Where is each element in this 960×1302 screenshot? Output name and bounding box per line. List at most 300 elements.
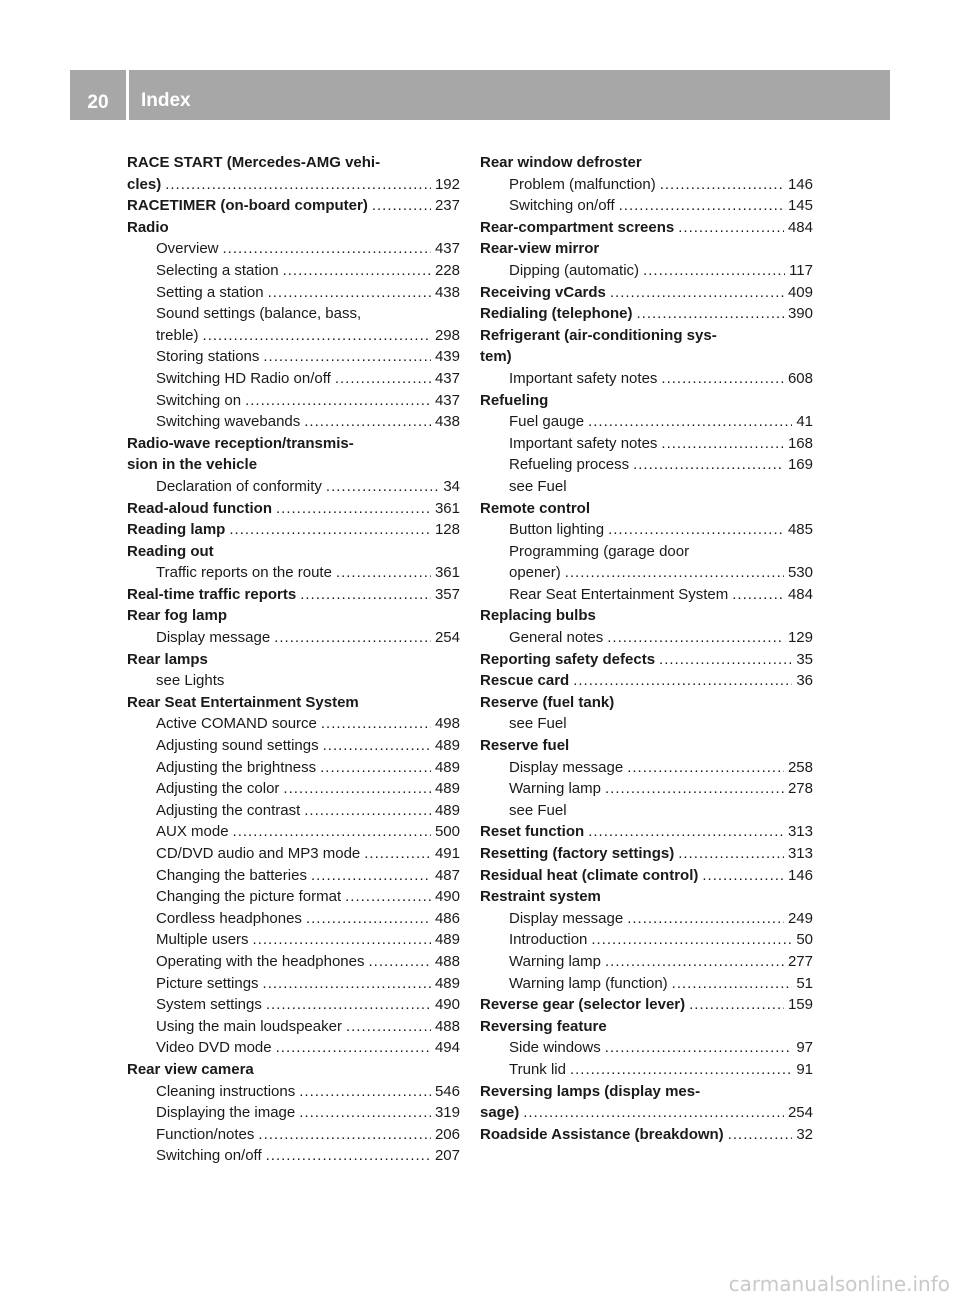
- dot-leader: [276, 1037, 431, 1059]
- index-subentry: [127, 778, 460, 800]
- index-subentry: [480, 562, 813, 584]
- entry-text: Sound settings (balance, bass,: [156, 305, 362, 323]
- dot-leader: [659, 649, 792, 671]
- entry-text: Important safety notes: [509, 434, 658, 452]
- dot-leader: [643, 260, 785, 282]
- index-entry: [127, 498, 460, 520]
- dot-leader: [605, 1037, 793, 1059]
- index-column-right: [480, 152, 813, 1145]
- entry-text: Restraint system: [480, 888, 601, 906]
- entry-text: Radio: [127, 218, 169, 236]
- dot-leader: [732, 584, 784, 606]
- index-entry: [127, 692, 460, 714]
- index-entry: [480, 346, 813, 368]
- entry-text: see Fuel: [509, 715, 567, 733]
- page-reference: 278: [787, 780, 813, 798]
- index-subentry: [480, 454, 813, 476]
- index-subentry: [127, 368, 460, 390]
- dot-leader: [610, 282, 784, 304]
- page-reference: 97: [796, 1039, 813, 1057]
- page-reference: 361: [434, 564, 460, 582]
- entry-text: Rear Seat Entertainment System: [127, 693, 359, 711]
- index-subentry: [480, 195, 813, 217]
- page-reference: 50: [796, 931, 813, 949]
- index-subentry: [480, 908, 813, 930]
- dot-leader: [368, 951, 430, 973]
- dot-leader: [283, 260, 431, 282]
- index-subentry: [127, 843, 460, 865]
- index-entry: [127, 195, 460, 217]
- index-subentry: [480, 411, 813, 433]
- entry-text: treble): [156, 326, 199, 344]
- entry-text: see Fuel: [509, 477, 567, 495]
- index-subentry: [127, 1081, 460, 1103]
- index-subentry: [127, 973, 460, 995]
- index-subentry: [480, 778, 813, 800]
- page-reference: 488: [434, 1017, 460, 1035]
- entry-text: Changing the batteries: [156, 866, 307, 884]
- index-entry: [480, 152, 813, 174]
- page-reference: 485: [787, 521, 813, 539]
- entry-text: Trunk lid: [509, 1060, 566, 1078]
- entry-text: CD/DVD audio and MP3 mode: [156, 845, 361, 862]
- entry-text: Reversing lamps (display mes-: [480, 1082, 701, 1100]
- entry-text: Read-aloud function: [127, 499, 272, 517]
- dot-leader: [276, 498, 431, 520]
- page-number: 20: [87, 92, 109, 113]
- page-reference: 357: [434, 585, 460, 603]
- dot-leader: [523, 1102, 784, 1124]
- index-subentry: [127, 260, 460, 282]
- entry-text: Function/notes: [156, 1125, 255, 1143]
- entry-text: Reserve (fuel tank): [480, 693, 615, 711]
- entry-text: Warning lamp (function): [509, 974, 668, 992]
- page-reference: 484: [787, 218, 813, 236]
- dot-leader: [660, 174, 784, 196]
- entry-text: Active COMAND source: [156, 715, 317, 733]
- dot-leader: [728, 1124, 793, 1146]
- page-reference: 437: [434, 240, 460, 258]
- page-reference: 488: [434, 952, 460, 970]
- entry-text: Overview: [156, 240, 219, 258]
- dot-leader: [678, 217, 784, 239]
- entry-text: Video DVD mode: [156, 1039, 272, 1057]
- index-entry: [480, 886, 813, 908]
- dot-leader: [672, 973, 793, 995]
- entry-text: Adjusting sound settings: [156, 737, 319, 755]
- page-reference: 206: [434, 1125, 460, 1143]
- entry-text: System settings: [156, 996, 262, 1014]
- index-entry: [480, 994, 813, 1016]
- index-entry: [480, 821, 813, 843]
- entry-text: Display message: [509, 909, 624, 927]
- index-column-left: [127, 152, 460, 1167]
- index-subentry: [127, 390, 460, 412]
- index-subentry: [127, 282, 460, 304]
- page-reference: 34: [443, 477, 460, 495]
- index-entry: [480, 649, 813, 671]
- index-subentry: [127, 865, 460, 887]
- entry-text: Reversing feature: [480, 1017, 607, 1035]
- page-reference: 608: [787, 369, 813, 387]
- page-reference: 41: [796, 413, 813, 431]
- dot-leader: [627, 908, 784, 930]
- page-reference: 489: [434, 801, 460, 819]
- page-reference: 530: [787, 564, 813, 582]
- entry-text: Rear Seat Entertainment System: [509, 585, 729, 603]
- dot-leader: [223, 238, 431, 260]
- page-reference: 490: [434, 888, 460, 906]
- entry-text: Reading out: [127, 542, 214, 560]
- dot-leader: [591, 929, 792, 951]
- index-subentry: [127, 821, 460, 843]
- dot-leader: [299, 1081, 431, 1103]
- entry-text: Switching HD Radio on/off: [156, 369, 331, 387]
- index-entry: [480, 282, 813, 304]
- index-subentry: [127, 238, 460, 260]
- entry-text: RACETIMER (on-board computer): [127, 197, 368, 215]
- entry-text: Rear view camera: [127, 1060, 254, 1078]
- index-subentry: [127, 757, 460, 779]
- index-subentry: [127, 886, 460, 908]
- page-reference: 237: [434, 197, 460, 215]
- dot-leader: [702, 865, 784, 887]
- page-reference: 51: [796, 974, 813, 992]
- entry-text: Selecting a station: [156, 261, 279, 279]
- page-reference: 258: [787, 758, 813, 776]
- entry-text: Declaration of conformity: [156, 477, 322, 495]
- index-entry: [127, 174, 460, 196]
- entry-text: Refrigerant (air-conditioning sys-: [480, 326, 717, 344]
- dot-leader: [274, 627, 431, 649]
- index-entry: [480, 325, 813, 347]
- index-entry: [127, 649, 460, 671]
- entry-text: Remote control: [480, 499, 591, 517]
- entry-text: sage): [480, 1104, 520, 1122]
- index-entry: [127, 519, 460, 541]
- entry-text: Adjusting the color: [156, 780, 280, 798]
- dot-leader: [689, 994, 784, 1016]
- page-reference: 484: [787, 585, 813, 603]
- entry-text: Traffic reports on the route: [156, 564, 332, 582]
- index-subentry: [127, 411, 460, 433]
- entry-text: Rear fog lamp: [127, 607, 228, 625]
- dot-leader: [627, 757, 784, 779]
- index-subentry: [127, 476, 460, 498]
- page-reference: 489: [434, 931, 460, 949]
- entry-text: Rear lamps: [127, 650, 208, 668]
- dot-leader: [605, 951, 784, 973]
- entry-text: sion in the vehicle: [127, 456, 258, 474]
- page-reference: 32: [796, 1125, 813, 1143]
- page-reference: 91: [796, 1060, 813, 1078]
- entry-text: see Fuel: [509, 801, 567, 819]
- dot-leader: [608, 519, 784, 541]
- index-subentry: [480, 800, 813, 822]
- page-reference: 146: [787, 866, 813, 884]
- dot-leader: [165, 174, 431, 196]
- entry-text: Refueling: [480, 391, 549, 409]
- dot-leader: [299, 1102, 431, 1124]
- index-subentry: [480, 973, 813, 995]
- dot-leader: [607, 627, 784, 649]
- page-reference: 438: [434, 283, 460, 301]
- index-subentry: [480, 541, 813, 563]
- page-reference: 254: [787, 1104, 813, 1122]
- index-entry: [480, 1081, 813, 1103]
- entry-text: Reset function: [480, 823, 585, 841]
- dot-leader: [229, 519, 431, 541]
- entry-text: Rear-view mirror: [480, 240, 600, 258]
- page-reference: 487: [434, 866, 460, 884]
- index-entry: [480, 303, 813, 325]
- dot-leader: [321, 713, 431, 735]
- page-reference: 146: [787, 175, 813, 193]
- page-reference: 145: [787, 197, 813, 215]
- index-subentry: [127, 627, 460, 649]
- dot-leader: [588, 411, 792, 433]
- page-reference: 491: [434, 845, 460, 862]
- index-entry: [127, 454, 460, 476]
- index-subentry: [127, 670, 460, 692]
- page-reference: 438: [434, 413, 460, 431]
- page-reference: 500: [434, 823, 460, 841]
- entry-text: Replacing bulbs: [480, 607, 596, 625]
- page-reference: 494: [434, 1039, 460, 1057]
- entry-text: Setting a station: [156, 283, 264, 301]
- entry-text: Switching on/off: [509, 197, 615, 215]
- dot-leader: [661, 368, 784, 390]
- page-reference: 319: [434, 1104, 460, 1122]
- index-entry: [127, 152, 460, 174]
- entry-text: Reading lamp: [127, 521, 226, 539]
- index-subentry: [480, 368, 813, 390]
- dot-leader: [323, 735, 431, 757]
- page-reference: 489: [434, 737, 460, 755]
- index-entry: [480, 1016, 813, 1038]
- page-reference: 490: [434, 996, 460, 1014]
- entry-text: Reporting safety defects: [480, 650, 656, 668]
- entry-text: opener): [509, 564, 561, 582]
- page-reference: 439: [434, 348, 460, 366]
- index-subentry: [127, 1016, 460, 1038]
- index-subentry: [480, 174, 813, 196]
- index-subentry: [480, 713, 813, 735]
- index-entry: [480, 1102, 813, 1124]
- page-reference: 129: [787, 629, 813, 647]
- entry-text: Problem (malfunction): [509, 175, 656, 193]
- dot-leader: [364, 843, 431, 865]
- dot-leader: [283, 778, 431, 800]
- dot-leader: [661, 433, 784, 455]
- index-subentry: [127, 713, 460, 735]
- index-subentry: [127, 994, 460, 1016]
- dot-leader: [263, 973, 431, 995]
- page-reference: 437: [434, 391, 460, 409]
- dot-leader: [619, 195, 784, 217]
- index-entry: [127, 1059, 460, 1081]
- index-subentry: [480, 1037, 813, 1059]
- entry-text: Button lighting: [509, 521, 605, 539]
- index-subentry: [127, 325, 460, 347]
- entry-text: see Lights: [156, 672, 225, 690]
- index-subentry: [480, 433, 813, 455]
- entry-text: Operating with the headphones: [156, 952, 365, 970]
- entry-text: Rear-compartment screens: [480, 218, 675, 236]
- index-subentry: [127, 735, 460, 757]
- entry-text: tem): [480, 348, 512, 366]
- index-subentry: [480, 929, 813, 951]
- entry-text: Warning lamp: [509, 780, 601, 798]
- dot-leader: [258, 1124, 431, 1146]
- page-reference: 486: [434, 909, 460, 927]
- entry-text: Changing the picture format: [156, 888, 342, 906]
- entry-text: Cordless headphones: [156, 909, 302, 927]
- entry-text: Residual heat (climate control): [480, 866, 699, 884]
- entry-text: Refueling process: [509, 456, 630, 474]
- dot-leader: [233, 821, 431, 843]
- entry-text: Rescue card: [480, 672, 570, 690]
- index-subentry: [127, 303, 460, 325]
- dot-leader: [268, 282, 431, 304]
- entry-text: General notes: [509, 629, 604, 647]
- dot-leader: [372, 195, 431, 217]
- page-reference: 361: [434, 499, 460, 517]
- index-subentry: [127, 908, 460, 930]
- dot-leader: [335, 368, 431, 390]
- dot-leader: [304, 411, 431, 433]
- dot-leader: [678, 843, 784, 865]
- index-entry: [480, 238, 813, 260]
- index-entry: [127, 433, 460, 455]
- index-subentry: [127, 562, 460, 584]
- index-entry: [127, 541, 460, 563]
- index-subentry: [127, 346, 460, 368]
- index-subentry: [127, 929, 460, 951]
- page-reference: 409: [787, 283, 813, 301]
- entry-text: Storing stations: [156, 348, 260, 366]
- index-subentry: [127, 1102, 460, 1124]
- dot-leader: [633, 454, 784, 476]
- dot-leader: [266, 1145, 431, 1167]
- index-subentry: [480, 757, 813, 779]
- dot-leader: [573, 670, 792, 692]
- entry-text: Display message: [509, 758, 624, 776]
- page-reference: 128: [434, 521, 460, 539]
- page-reference: 36: [796, 672, 813, 690]
- entry-text: Rear window defroster: [480, 154, 642, 171]
- entry-text: Programming (garage door: [509, 542, 690, 560]
- index-entry: [480, 1124, 813, 1146]
- entry-text: Resetting (factory settings): [480, 845, 675, 862]
- index-entry: [480, 390, 813, 412]
- entry-text: Using the main loudspeaker: [156, 1017, 342, 1035]
- entry-text: Reserve fuel: [480, 737, 570, 755]
- dot-leader: [320, 757, 431, 779]
- entry-text: Display message: [156, 629, 271, 647]
- page-reference: 207: [434, 1147, 460, 1165]
- index-subentry: [127, 1124, 460, 1146]
- dot-leader: [203, 325, 431, 347]
- dot-leader: [605, 778, 784, 800]
- entry-text: Switching on: [156, 391, 242, 409]
- page-reference: 168: [787, 434, 813, 452]
- page-reference: 498: [434, 715, 460, 733]
- page-reference: 117: [789, 261, 813, 279]
- index-entry: [480, 735, 813, 757]
- dot-leader: [346, 1016, 431, 1038]
- header-divider: [126, 70, 129, 120]
- dot-leader: [266, 994, 431, 1016]
- dot-leader: [345, 886, 431, 908]
- dot-leader: [565, 562, 784, 584]
- page-reference: 159: [787, 996, 813, 1014]
- dot-leader: [306, 908, 431, 930]
- page-reference: 277: [787, 952, 813, 970]
- index-entry: [480, 605, 813, 627]
- page-reference: 546: [434, 1082, 460, 1100]
- entry-text: Dipping (automatic): [509, 261, 640, 279]
- index-subentry: [480, 584, 813, 606]
- page-reference: 298: [434, 326, 460, 344]
- entry-text: Switching wavebands: [156, 413, 301, 431]
- dot-leader: [263, 346, 431, 368]
- entry-text: Introduction: [509, 931, 588, 949]
- entry-text: Important safety notes: [509, 369, 658, 387]
- index-subentry: [480, 951, 813, 973]
- dot-leader: [311, 865, 431, 887]
- entry-text: Fuel gauge: [509, 413, 585, 431]
- page-reference: 437: [434, 369, 460, 387]
- dot-leader: [253, 929, 431, 951]
- dot-leader: [300, 584, 431, 606]
- entry-text: Side windows: [509, 1039, 601, 1057]
- entry-text: Multiple users: [156, 931, 249, 949]
- dot-leader: [326, 476, 439, 498]
- page-reference: 228: [434, 261, 460, 279]
- header-bar: [70, 70, 890, 120]
- index-entry: [127, 217, 460, 239]
- page-reference: 192: [434, 175, 460, 193]
- index-entry: [127, 605, 460, 627]
- page-reference: 169: [787, 456, 813, 474]
- index-subentry: [127, 951, 460, 973]
- index-entry: [480, 217, 813, 239]
- index-subentry: [480, 519, 813, 541]
- index-entry: [480, 865, 813, 887]
- index-subentry: [480, 627, 813, 649]
- index-subentry: [127, 1145, 460, 1167]
- watermark: carmanualsonline.info: [728, 1272, 950, 1296]
- page-reference: 35: [796, 650, 813, 668]
- entry-text: Receiving vCards: [480, 283, 606, 301]
- entry-text: RACE START (Mercedes-AMG vehi-: [127, 154, 381, 171]
- dot-leader: [336, 562, 431, 584]
- page-reference: 489: [434, 758, 460, 776]
- index-subentry: [127, 800, 460, 822]
- entry-text: Adjusting the brightness: [156, 758, 317, 776]
- entry-text: Adjusting the contrast: [156, 801, 301, 819]
- entry-text: Displaying the image: [156, 1104, 296, 1122]
- page-title: Index: [141, 90, 191, 111]
- page-reference: 254: [434, 629, 460, 647]
- page-reference: 390: [787, 305, 813, 323]
- page-reference: 489: [434, 780, 460, 798]
- page-reference: 489: [434, 974, 460, 992]
- index-entry: [480, 843, 813, 865]
- index-entry: [480, 670, 813, 692]
- dot-leader: [588, 821, 784, 843]
